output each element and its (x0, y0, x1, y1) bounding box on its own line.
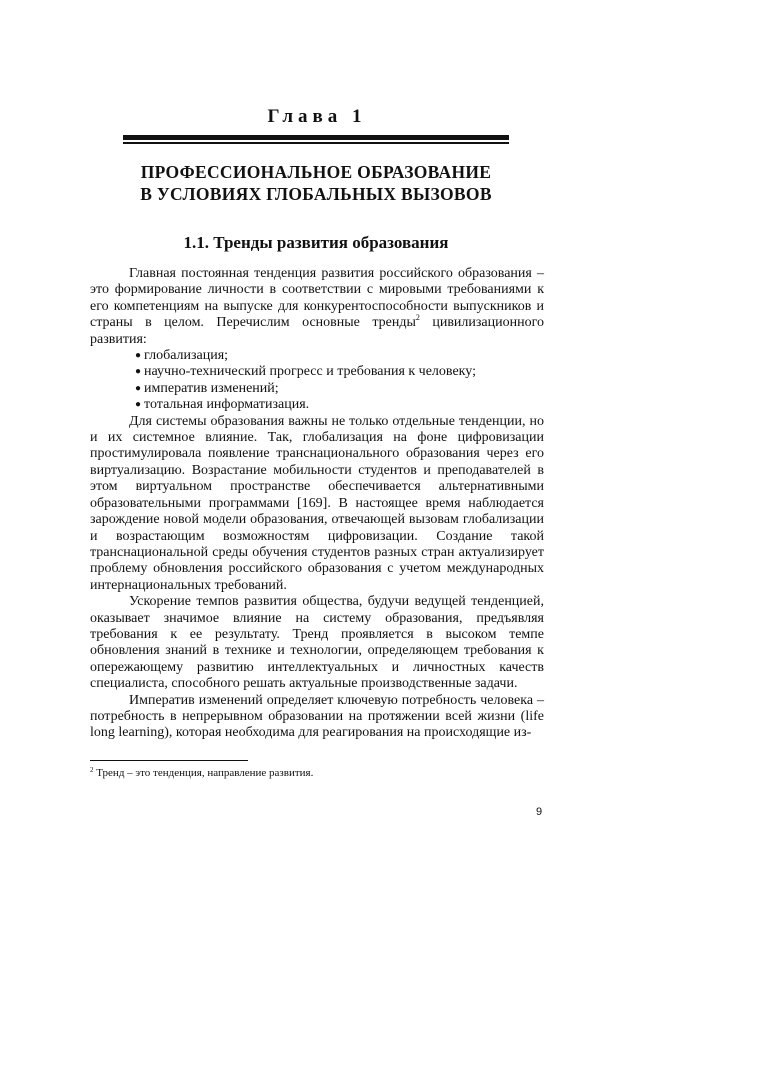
list-item: ● императив изменений; (135, 380, 279, 396)
list-item: ● тотальная информатизация. (135, 397, 310, 413)
trends-list (90, 348, 544, 414)
intro-text: Главная постоянная тенденция развития российского образования – это формирование личности в соответствии с мировыми требованиями к его компетенциям на выпуске для конкурентоспособности выпускников и страны в целом. Перечислим основные тренды (90, 266, 544, 331)
page-number: 9 (536, 806, 543, 818)
chapter-label: Глава 1 (267, 106, 367, 127)
footnote-ref: 2 (415, 313, 420, 323)
body-text (90, 266, 544, 742)
list-item: ● научно-технический прогресс и требования к человеку; (135, 364, 476, 380)
bullet-icon: ● (135, 399, 142, 411)
section-title: 1.1. Тренды развития образования (183, 233, 449, 252)
footnote-divider (90, 760, 248, 761)
chapter-rule-thick (123, 135, 509, 140)
paragraph-4: Императив изменений определяет ключевую потребность человека – потребность в непрерывном образовании на протяжении всей жизни (life long learning), которая необходима для реагирования на происходящие из- (90, 692, 544, 741)
chapter-rule-thin (123, 142, 509, 144)
bullet-icon: ● (135, 350, 142, 362)
paragraph-intro (90, 266, 544, 348)
chapter-title-line-1: ПРОФЕССИОНАЛЬНОЕ ОБРАЗОВАНИЕ (140, 162, 492, 182)
paragraph-3: Ускорение темпов развития общества, будучи ведущей тенденцией, оказывает значимое влияние на систему образования, предъявляя требования к ее результату. Тренд проявляется в высоком темпе обновления знаний в технике и технологии, определяющем требования к опережающему развитию интеллектуальных и личностных качеств специалиста, способного решать актуальные производственные задачи. (90, 594, 544, 692)
list-item: ● глобализация; (135, 348, 229, 364)
intro-text-end: цивилизационного развития: (90, 315, 545, 347)
bullet-icon: ● (135, 382, 142, 394)
paragraph-2: Для системы образования важны не только отдельные тенденции, но и их системное влияние. Так, глобализация на фоне цифровизации простимулировала появление транснационального образования через его виртуализацию. Возрастание мобильности студентов и преподавателей в этом виртуальном пространстве обеспечивается альтернативными образовательными программами [169]. В настоящее время наблюдается зарождение новой модели образования, отвечающей вызовам глобализации и возрастающим возможностям цифровизации. Создание такой транснациональной среды обучения студентов разных стран актуализирует проблему обновления российского образования с учетом международных интернациональных требований. (90, 413, 544, 593)
footnote-number: 2 (90, 766, 94, 774)
chapter-title (90, 161, 542, 205)
chapter-title-line-2: В УСЛОВИЯХ ГЛОБАЛЬНЫХ ВЫЗОВОВ (140, 184, 492, 204)
bullet-icon: ● (135, 366, 142, 378)
footnote (90, 766, 544, 780)
footnote-text: Тренд – это тенденция, направление развития. (96, 767, 314, 779)
